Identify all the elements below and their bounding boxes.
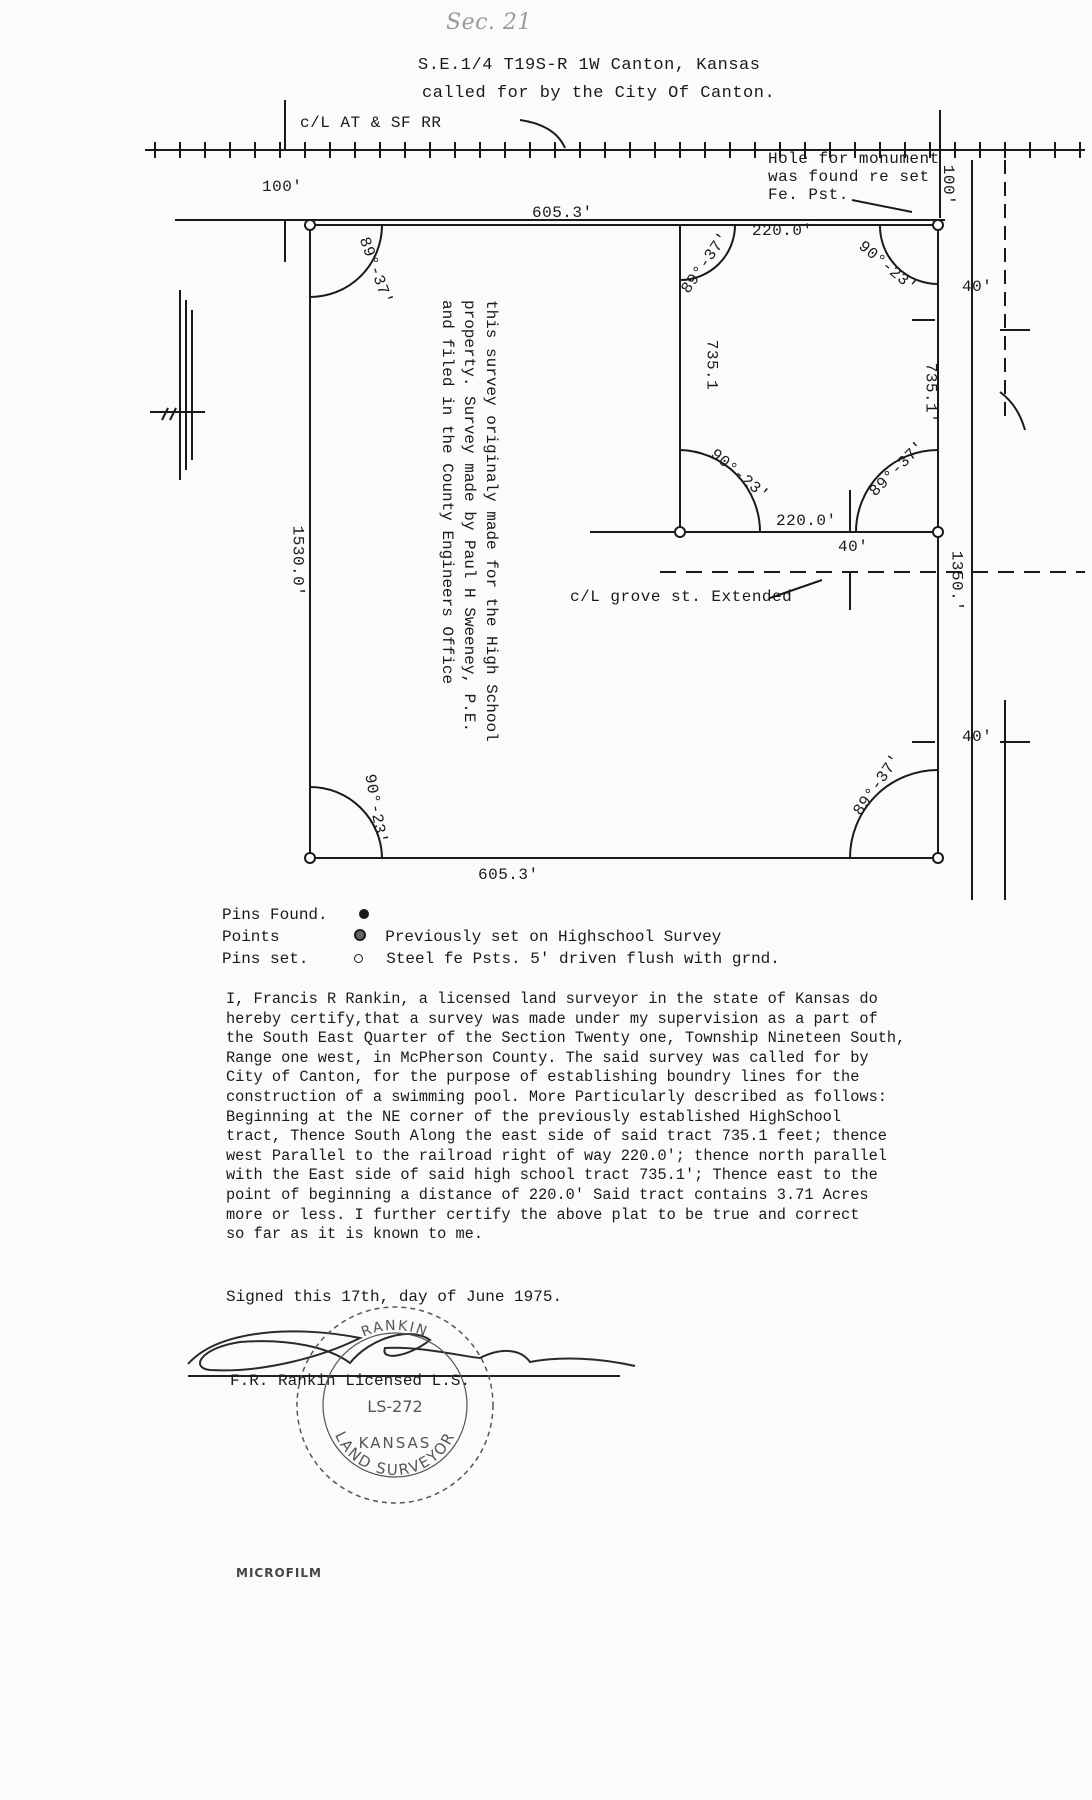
row-width-right: 100' <box>939 164 958 206</box>
seal-title: LAND SURVEYOR <box>331 1428 459 1480</box>
points-symbol <box>354 929 366 941</box>
svg-text:RANKIN <box>359 1318 431 1341</box>
railroad-label: c/L AT & SF RR <box>300 114 442 132</box>
north-dimension: 605.3' <box>532 204 593 222</box>
tract-bottom-dimension: 220.0' <box>776 512 837 530</box>
west-dimension: 1530.0' <box>288 525 307 597</box>
signature-name: F.R. Rankin Licensed L.S. <box>230 1372 471 1390</box>
pins-found-symbol <box>359 909 369 919</box>
tract-east-dimension: 735.1' <box>921 362 940 424</box>
angle-tract-ne: 90°-23' <box>854 237 921 297</box>
legend-points: Points Previously set on Highschool Survey <box>222 928 722 946</box>
tract-top-dimension: 220.0' <box>752 222 813 240</box>
header-line-1: S.E.1/4 T19S-R 1W Canton, Kansas <box>418 56 761 75</box>
surveyor-seal <box>290 1300 500 1510</box>
handwritten-section-note: Sec. 21 <box>446 10 532 35</box>
seal-state: KANSAS <box>358 1434 432 1452</box>
row-width-left: 100' <box>262 178 303 196</box>
certification-text: I, Francis R Rankin, a licensed land surveyor in the state of Kansas do hereby certify,that a survey was made under my supervision as a part of the South East Quarter of the Section Twenty one, Township Nineteen South, Range one west, in McPherson County. The said survey was called for by City of Canton, for the purpose of establishing boundry lines for the construction of a swimming pool. More Particularly described as follows: Beginning at the NE corner of the previously established HighSchool tract, Thence South Along the east side of said tract 735.1 feet; thence west Parallel to the railroad right of way 220.0'; thence north parallel with the East side of said high school tract 735.1'; Thence east to the point of beginning a distance of 220.0' Said tract contains 3.71 Acres more or less. I further certify the above plat to be true and correct so far as it is known to me. <box>226 990 906 1244</box>
legend-pins-set: Pins set. Steel fe Psts. 5' driven flush with grnd. <box>222 950 780 968</box>
seal-top-text: RANKIN <box>359 1317 431 1341</box>
microfilm-stamp: MICROFILM <box>236 1566 322 1580</box>
grove-street-label: c/L grove st. Extended <box>570 588 793 606</box>
signed-date: Signed this 17th, day of June 1975. <box>226 1288 563 1306</box>
angle-tract-nw: 89°-37' <box>677 228 734 298</box>
angle-tract-se: 89°-37' <box>865 437 929 501</box>
pins-set-symbol <box>354 954 363 963</box>
tract-west-dimension: 735.1 <box>702 339 721 391</box>
angle-nw: 89°-37' <box>354 234 396 308</box>
east-dimension: 1350.' <box>947 550 966 612</box>
survey-origin-note: this survey originaly made for the High School property. Survey made by Paul H Sweeney, P.E. and filed in the County Engineers Office <box>438 300 500 742</box>
angle-tract-sw: 90°-23' <box>706 445 773 505</box>
angle-sw: 90°-23' <box>360 772 391 846</box>
legend-pins-found: Pins Found. <box>222 906 369 924</box>
street-width-north: 40' <box>962 278 993 296</box>
header-line-2: called for by the City Of Canton. <box>422 84 776 103</box>
street-width-tract: 40' <box>838 538 869 556</box>
south-dimension: 605.3' <box>478 866 539 884</box>
monument-note: Hole for monument was found re set Fe. Pst. <box>768 150 940 204</box>
angle-se: 89°-37' <box>849 750 906 820</box>
seal-number: LS-272 <box>367 1397 423 1416</box>
street-width-south: 40' <box>962 728 993 746</box>
